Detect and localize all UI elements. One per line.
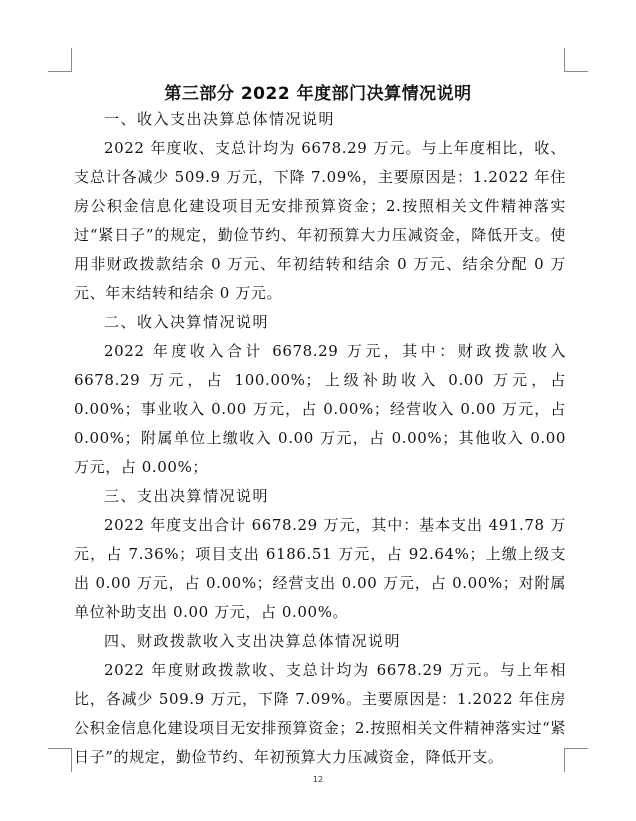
document-body <box>74 105 566 772</box>
crop-mark-bottom-right <box>564 748 588 749</box>
section-heading: 二、收入决算情况说明 <box>104 313 270 331</box>
crop-mark-top-right <box>564 48 565 72</box>
crop-mark-top-left <box>71 48 72 72</box>
section-heading: 一、收入支出决算总体情况说明 <box>104 110 336 128</box>
section-paragraph: 2022 年度收、支总计均为 6678.29 万元。与上年度相比，收、支总计各减少 509.9 万元，下降 7.09%，主要原因是：1.2022 年住房公积金信息化建设项目无安排预算资金；2.按照相关文件精神落实过“紧日子”的规定，勤俭节约、年初预算大力压减资金，降低开支。使用非财政拨款结余 0 万元、年初结转和结余 0 万元、结余分配 0 万元、年末结转和结余 0 万元。 <box>74 139 566 302</box>
crop-mark-top-left <box>48 71 72 72</box>
page-title: 第三部分 2022 年度部门决算情况说明 <box>164 84 472 104</box>
crop-mark-bottom-left <box>48 748 72 749</box>
section-paragraph: 2022 年度支出合计 6678.29 万元，其中：基本支出 491.78 万元，占 7.36%；项目支出 6186.51 万元，占 92.64%；上缴上级支出 0.00 万元，占 0.00%；经营支出 0.00 万元，占 0.00%；对附属单位补助支出 0.00 万元，占 0.00%。 <box>74 516 566 621</box>
section-heading: 四、财政拨款收入支出决算总体情况说明 <box>104 632 402 650</box>
section-paragraph: 2022 年度收入合计 6678.29 万元，其中：财政拨款收入 6678.29 万元，占 100.00%；上级补助收入 0.00 万元，占 0.00%；事业收入 0.00 万元，占 0.00%；经营收入 0.00 万元，占 0.00%；附属单位上缴收入 0.00 万元，占 0.00%；其他收入 0.00 万元，占 0.00%； <box>74 342 566 476</box>
crop-mark-bottom-left <box>71 748 72 772</box>
section-paragraph: 2022 年度财政拨款收、支总计均为 6678.29 万元。与上年相比，各减少 509.9 万元，下降 7.09%。主要原因是：1.2022 年住房公积金信息化建设项目无安排预算资金；2.按照相关文件精神落实过“紧日子”的规定，勤俭节约、年初预算大力压减资金，降低开支。 <box>74 661 566 766</box>
crop-mark-top-right <box>564 71 588 72</box>
section-heading: 三、支出决算情况说明 <box>104 487 270 505</box>
page-number: 12 <box>312 775 324 784</box>
